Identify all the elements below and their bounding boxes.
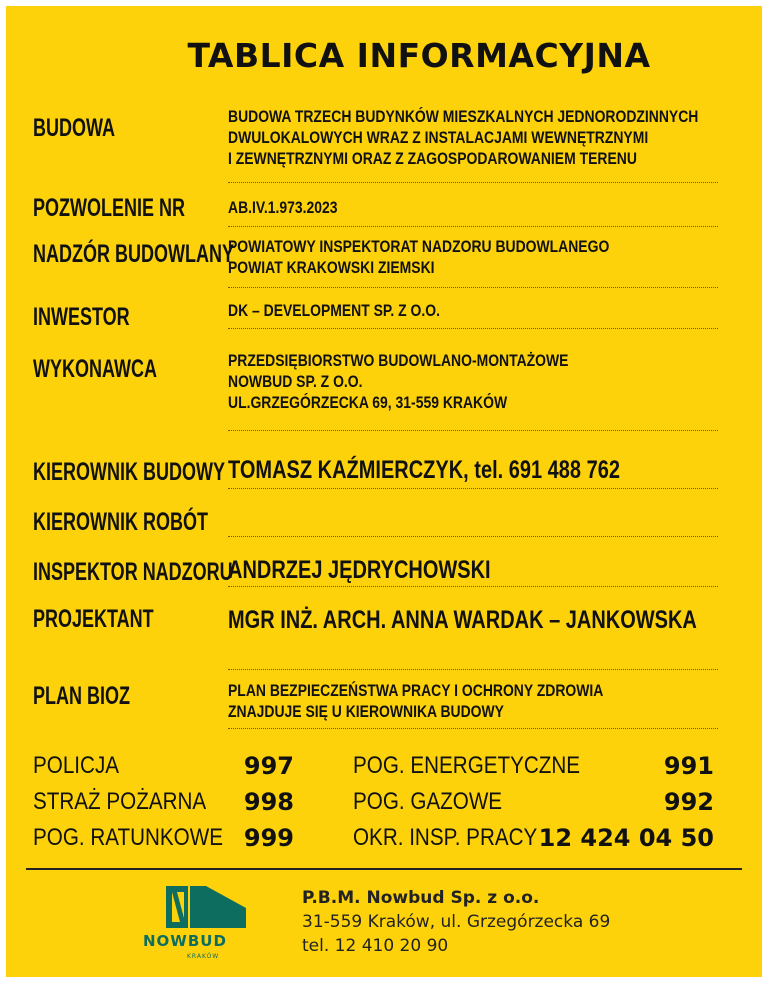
logo-text: NOWBUD xyxy=(143,932,227,950)
value-plan-bioz xyxy=(228,680,718,722)
label-projektant: PROJEKTANT xyxy=(33,605,154,633)
divider xyxy=(228,669,718,670)
value-pozwolenie-line: AB.IV.1.973.2023 xyxy=(228,198,338,217)
value-plan-bioz-line: PLAN BEZPIECZEŃSTWA PRACY I OCHRONY ZDROWIA xyxy=(228,681,604,700)
value-budowa-line: DWULOKALOWYCH WRAZ Z INSTALACJAMI WEWNĘTRZNYMI xyxy=(228,128,649,147)
information-board xyxy=(6,6,762,977)
emergency-name-policja xyxy=(33,752,133,780)
logo-subtext: KRAKÓW xyxy=(187,953,220,960)
value-budowa-line: I ZEWNĘTRZNYMI ORAZ Z ZAGOSPODAROWANIEM TERENU xyxy=(228,149,637,168)
value-inwestor-line: DK – DEVELOPMENT SP. Z O.O. xyxy=(228,301,440,320)
emergency-number-energetyczne: 991 xyxy=(663,752,714,780)
emergency-name-straz xyxy=(33,788,234,816)
value-inspektor-line: ANDRZEJ JĘDRYCHOWSKI xyxy=(228,556,491,584)
label-inspektor: INSPEKTOR NADZORU xyxy=(33,558,233,586)
value-nadzor-line: POWIATOWY INSPEKTORAT NADZORU BUDOWLANEGO xyxy=(228,237,610,256)
emergency-name-text: POG. RATUNKOWE xyxy=(33,824,223,851)
emergency-number-policja: 997 xyxy=(243,752,294,780)
value-kierownik-budowy xyxy=(228,456,718,484)
value-projektant-line: MGR INŻ. ARCH. ANNA WARDAK – JANKOWSKA xyxy=(228,606,697,634)
divider xyxy=(228,536,718,537)
value-inspektor xyxy=(228,556,718,584)
value-wykonawca-line: NOWBUD SP. Z O.O. xyxy=(228,372,363,391)
emergency-name-text: POLICJA xyxy=(33,752,120,779)
label-budowa: BUDOWA xyxy=(33,114,116,142)
label-kierownik-robot: KIEROWNIK ROBÓT xyxy=(33,508,208,536)
company-info xyxy=(302,886,610,958)
emergency-number-straz: 998 xyxy=(243,788,294,816)
value-inwestor xyxy=(228,300,718,321)
value-wykonawca xyxy=(228,350,718,413)
company-phone: tel. 12 410 20 90 xyxy=(302,936,449,956)
label-wykonawca: WYKONAWCA xyxy=(33,355,157,383)
company-name: P.B.M. Nowbud Sp. z o.o. xyxy=(302,888,540,908)
divider xyxy=(228,728,718,729)
board-title xyxy=(6,36,762,75)
divider xyxy=(228,430,718,431)
label-pozwolenie: POZWOLENIE NR xyxy=(33,194,185,222)
value-nadzor xyxy=(228,236,718,278)
emergency-number-ratunkowe: 999 xyxy=(243,824,294,852)
divider xyxy=(228,488,718,489)
divider xyxy=(228,586,718,587)
label-inwestor: INWESTOR xyxy=(33,303,130,331)
value-budowa xyxy=(228,106,718,169)
value-kierownik-budowy-line: TOMASZ KAŹMIERCZYK, tel. 691 488 762 xyxy=(228,456,620,484)
emergency-name-text: STRAŻ POŻARNA xyxy=(33,788,207,815)
emergency-name-text: POG. GAZOWE xyxy=(353,788,503,815)
label-plan-bioz: PLAN BIOZ xyxy=(33,682,130,710)
divider xyxy=(228,287,718,288)
value-wykonawca-line: PRZEDSIĘBIORSTWO BUDOWLANO-MONTAŻOWE xyxy=(228,351,569,370)
emergency-name-gazowe xyxy=(353,788,526,816)
value-projektant xyxy=(228,606,718,634)
value-nadzor-line: POWIAT KRAKOWSKI ZIEMSKI xyxy=(228,258,435,277)
value-plan-bioz-line: ZNAJDUJE SIĘ U KIEROWNIKA BUDOWY xyxy=(228,702,504,721)
value-budowa-line: BUDOWA TRZECH BUDYNKÓW MIESZKALNYCH JEDNORODZINNYCH xyxy=(228,107,699,126)
value-pozwolenie xyxy=(228,197,718,218)
emergency-name-text: POG. ENERGETYCZNE xyxy=(353,752,581,779)
value-wykonawca-line: UL.GRZEGÓRZECKA 69, 31-559 KRAKÓW xyxy=(228,393,508,412)
divider xyxy=(228,226,718,227)
label-kierownik-budowy: KIEROWNIK BUDOWY xyxy=(33,458,225,486)
emergency-number-gazowe: 992 xyxy=(663,788,714,816)
emergency-number-insp-pracy: 12 424 04 50 xyxy=(538,824,714,852)
divider xyxy=(228,182,718,183)
divider xyxy=(228,328,718,329)
label-nadzor: NADZÓR BUDOWLANY xyxy=(33,240,234,268)
company-address: 31-559 Kraków, ul. Grzegórzecka 69 xyxy=(302,912,611,932)
board-title-text: TABLICA INFORMACYJNA xyxy=(187,36,651,75)
emergency-name-text: OKR. INSP. PRACY xyxy=(353,824,538,851)
footer-rule xyxy=(26,868,742,870)
